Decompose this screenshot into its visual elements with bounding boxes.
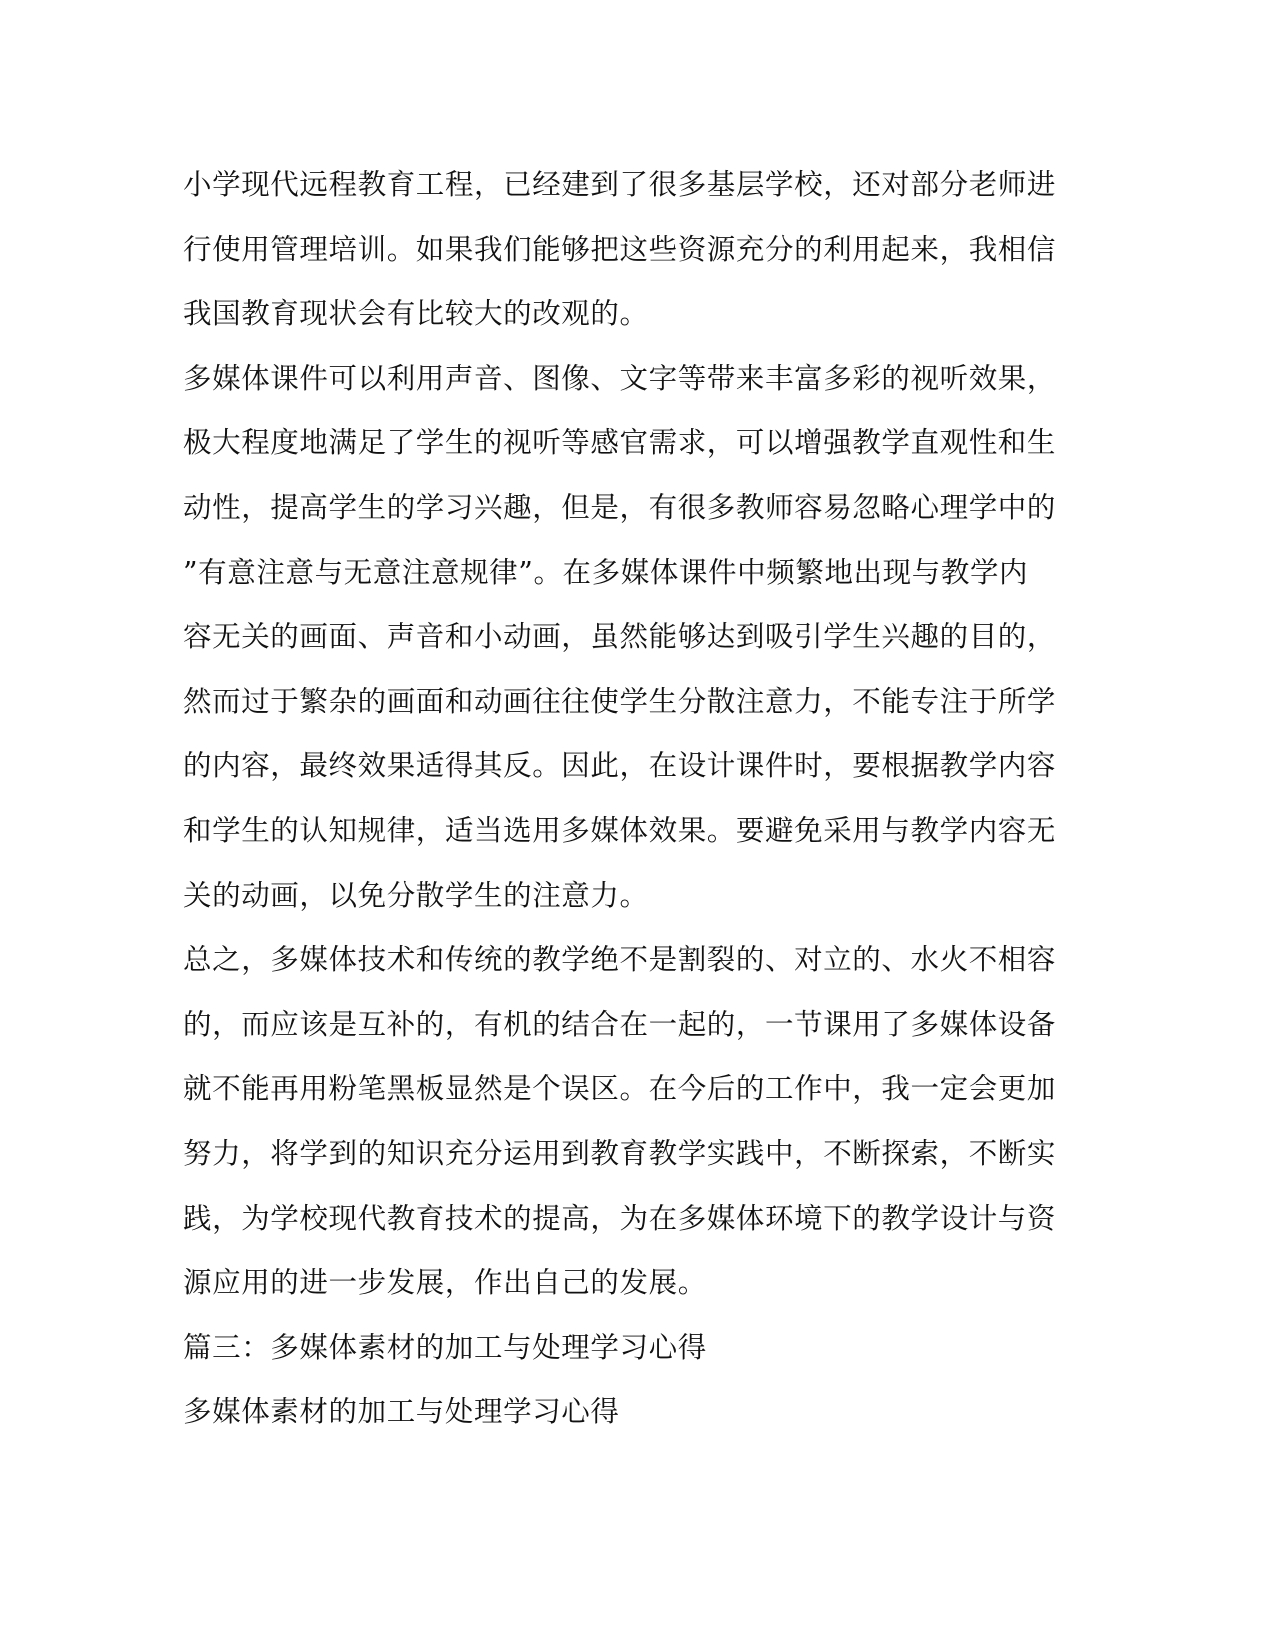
text-line: 极大程度地满足了学生的视听等感官需求，可以增强教学直观性和生 [183, 426, 1057, 460]
text-line: 的内容，最终效果适得其反。因此，在设计课件时，要根据教学内容 [183, 749, 1057, 783]
section-heading: 篇三：多媒体素材的加工与处理学习心得 [183, 1330, 707, 1364]
text-line: 践，为学校现代教育技术的提高，为在多媒体环境下的教学设计与资 [183, 1201, 1057, 1235]
text-line: 源应用的进一步发展，作出自己的发展。 [183, 1266, 707, 1300]
text-line: 多媒体课件可以利用声音、图像、文字等带来丰富多彩的视听效果， [183, 361, 1057, 395]
text-line: 然而过于繁杂的画面和动画往往使学生分散注意力，不能专注于所学 [183, 684, 1057, 718]
text-line: ”有意注意与无意注意规律”。在多媒体课件中频繁地出现与教学内 [183, 555, 1029, 589]
text-line: 小学现代远程教育工程，已经建到了很多基层学校，还对部分老师进 [183, 168, 1057, 201]
article-title: 多媒体素材的加工与处理学习心得 [183, 1395, 620, 1429]
document-body [183, 165, 1083, 1457]
text-line: 和学生的认知规律，适当选用多媒体效果。要避免采用与教学内容无 [183, 813, 1057, 847]
text-line: 动性，提高学生的学习兴趣，但是，有很多教师容易忽略心理学中的 [183, 490, 1057, 524]
text-line: 就不能再用粉笔黑板显然是个误区。在今后的工作中，我一定会更加 [183, 1072, 1057, 1106]
text-line: 行使用管理培训。如果我们能够把这些资源充分的利用起来，我相信 [183, 232, 1057, 266]
text-line: 努力，将学到的知识充分运用到教育教学实践中，不断探索，不断实 [183, 1136, 1057, 1170]
text-line: 容无关的画面、声音和小动画，虽然能够达到吸引学生兴趣的目的， [183, 620, 1057, 654]
text-line: 总之，多媒体技术和传统的教学绝不是割裂的、对立的、水火不相容 [183, 943, 1057, 977]
text-line: 的，而应该是互补的，有机的结合在一起的，一节课用了多媒体设备 [183, 1007, 1057, 1041]
text-line: 我国教育现状会有比较大的改观的。 [183, 297, 649, 331]
text-line: 关的动画，以免分散学生的注意力。 [183, 878, 649, 912]
